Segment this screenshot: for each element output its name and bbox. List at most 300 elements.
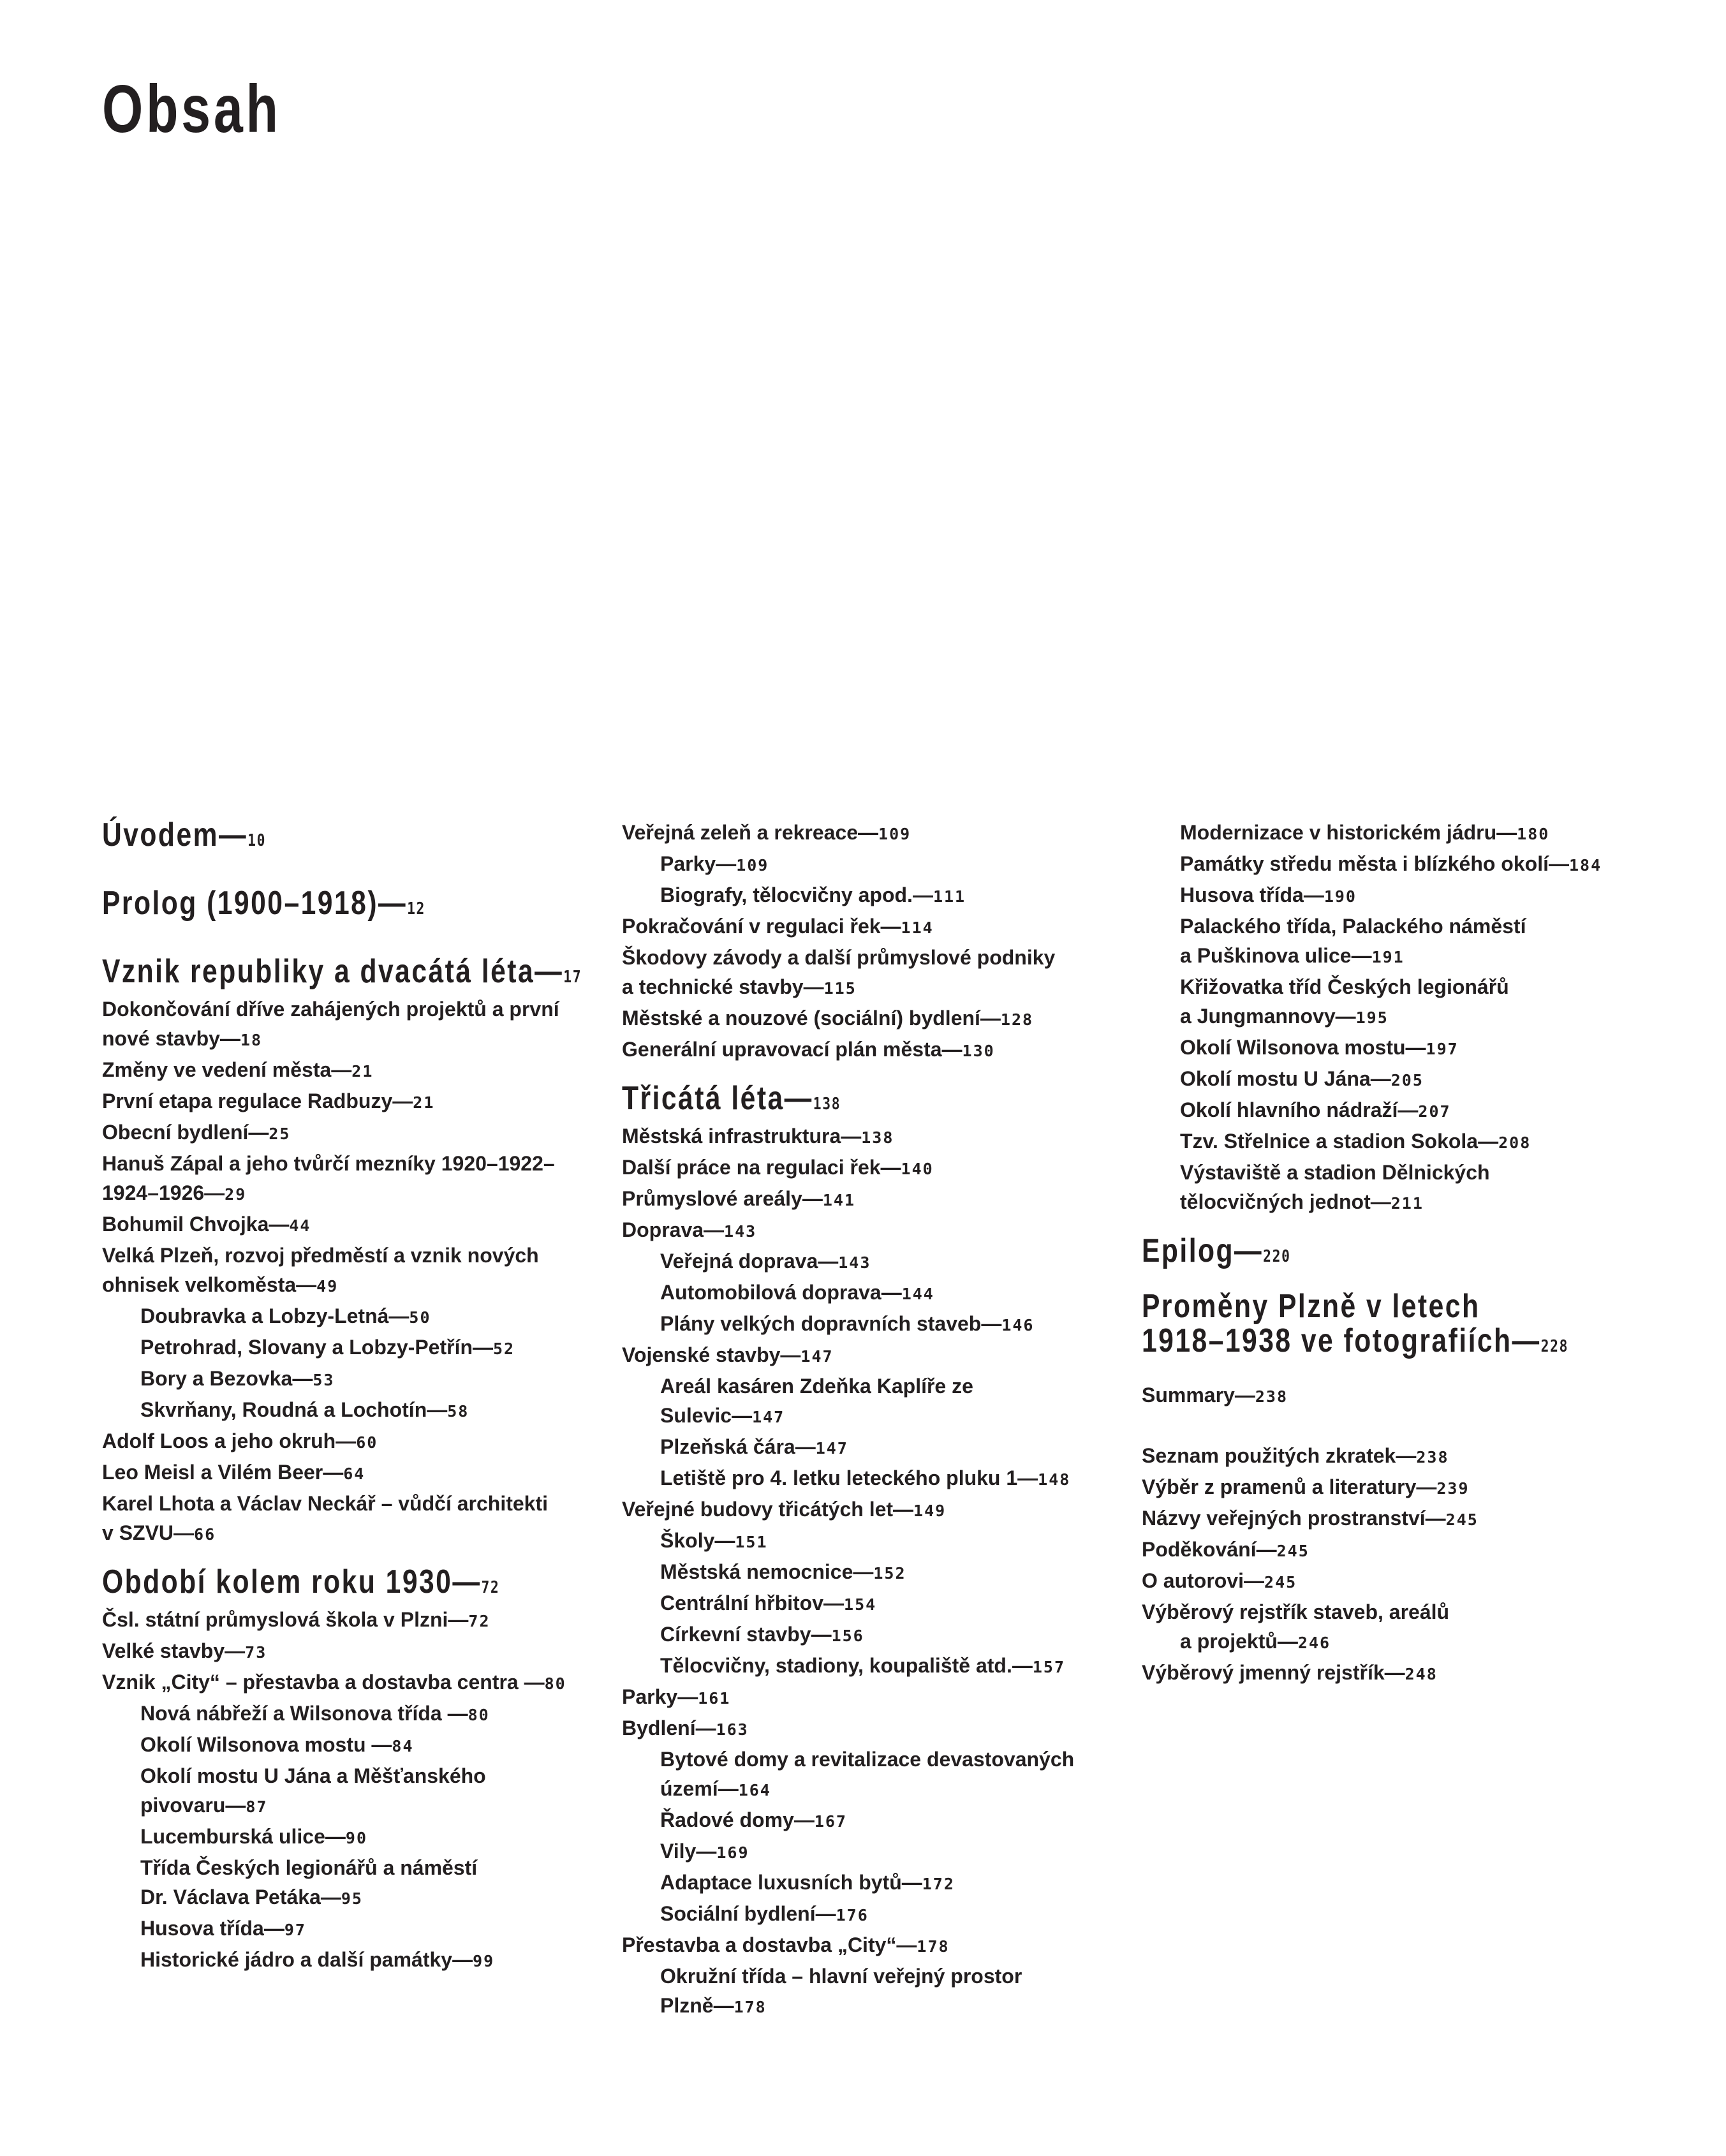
- toc-entry-title: Veřejná zeleň a rekreace: [622, 821, 859, 844]
- toc-entry: [1142, 1566, 1678, 1597]
- toc-entry-title: Okolí mostu U Jána a Měšťanského: [140, 1764, 486, 1787]
- toc-entry: [622, 1868, 1145, 1899]
- toc-page-number: 73: [245, 1643, 267, 1662]
- toc-entry-dash: —: [912, 883, 933, 906]
- toc-entry-title: Dokončování dříve zahájených projektů a první: [102, 998, 559, 1021]
- toc-entry-title: Automobilová doprava: [660, 1281, 881, 1304]
- toc-entry-title: Palackého třída, Palackého náměstí: [1180, 915, 1526, 938]
- toc-page-number: 109: [736, 856, 769, 875]
- toc-entry-title: Summary: [1142, 1384, 1235, 1407]
- toc-entry-dash: —: [1405, 1036, 1426, 1059]
- toc-entry: [102, 1636, 587, 1667]
- toc-page-number: 172: [922, 1875, 955, 1893]
- toc-page-number: 169: [716, 1843, 749, 1862]
- toc-entry: [102, 1270, 587, 1301]
- toc-entry: [622, 1526, 1145, 1557]
- toc-entry: [1142, 1187, 1678, 1218]
- toc-entry: [622, 1495, 1145, 1526]
- toc-entry: [1142, 1441, 1678, 1472]
- toc-entry: [622, 1713, 1145, 1745]
- toc-entry-title: Seznam použitých zkratek: [1142, 1444, 1396, 1467]
- toc-entry-dash: —: [784, 1080, 813, 1117]
- toc-entry-title: Vily: [660, 1840, 697, 1863]
- toc-entry-dash: —: [427, 1398, 448, 1421]
- toc-page-number: 238: [1416, 1448, 1449, 1466]
- toc-entry-dash: —: [811, 1623, 832, 1646]
- toc-page-number: 161: [698, 1689, 731, 1708]
- toc-page-number: 17: [563, 968, 582, 987]
- toc-entry-dash: —: [880, 915, 901, 938]
- toc-entry-dash: —: [1370, 1190, 1391, 1213]
- toc-page-number: 147: [752, 1408, 785, 1426]
- toc-entry: [1142, 1001, 1678, 1033]
- toc-entry-title: Řadové domy: [660, 1808, 794, 1831]
- toc-entry-dash: —: [452, 1948, 473, 1971]
- toc-entry-title: Epilog: [1142, 1232, 1235, 1269]
- toc-entry-title: Husova třída: [1180, 883, 1304, 906]
- toc-entry-dash: —: [269, 1213, 290, 1236]
- toc-entry: [102, 1118, 587, 1149]
- toc-entry-title: Názvy veřejných prostranství: [1142, 1507, 1426, 1530]
- toc-entry-title: První etapa regulace Radbuzy: [102, 1089, 393, 1112]
- toc-entry: [622, 1432, 1145, 1463]
- toc-page-number: 245: [1264, 1573, 1297, 1591]
- toc-entry-title: Modernizace v historickém jádru: [1180, 821, 1497, 844]
- toc-entry-dash: —: [388, 1304, 409, 1327]
- toc-page-number: 146: [1001, 1316, 1035, 1334]
- toc-page-number: 87: [246, 1798, 268, 1816]
- toc-entry-title: Areál kasáren Zdeňka Kaplíře ze: [660, 1375, 973, 1398]
- toc-page-number: 211: [1390, 1194, 1424, 1213]
- toc-page-number: 148: [1038, 1470, 1071, 1489]
- toc-entry: [1142, 1503, 1678, 1535]
- toc-entry-dash: —: [473, 1336, 493, 1359]
- toc-entry-title: Městská infrastruktura: [622, 1125, 841, 1148]
- toc-entry-title: Památky středu města i blízkého okolí: [1180, 852, 1549, 875]
- toc-section-heading: [622, 1081, 1051, 1121]
- toc-entry-title: Parky: [622, 1685, 678, 1708]
- toc-entry-dash: —: [880, 1156, 901, 1179]
- toc-entry: [1142, 1535, 1678, 1566]
- toc-entry-dash: —: [853, 1560, 874, 1583]
- toc-entry: [622, 1340, 1145, 1371]
- toc-entry-dash: —: [336, 1429, 357, 1452]
- toc-page-number: 84: [392, 1737, 414, 1755]
- toc-entry-title: Plány velkých dopravních staveb: [660, 1312, 982, 1335]
- toc-entry: [1142, 1033, 1678, 1064]
- toc-entry: [102, 1149, 587, 1178]
- toc-entry-title: Bytové domy a revitalizace devastovaných: [660, 1748, 1075, 1771]
- toc-entry-title: Výběr z pramenů a literatury: [1142, 1475, 1417, 1498]
- toc-page-number: 228: [1540, 1337, 1569, 1356]
- toc-entry-title: Třicátá léta: [622, 1080, 785, 1117]
- toc-entry-title: Sulevic: [660, 1404, 732, 1427]
- toc-entry-dash: —: [1012, 1654, 1033, 1677]
- toc-page-number: 154: [844, 1595, 877, 1614]
- toc-entry-title: Veřejné budovy třicátých let: [622, 1498, 894, 1521]
- toc-entry: [102, 1730, 587, 1761]
- toc-entry-title: Škodovy závody a další průmyslové podniky: [622, 946, 1056, 969]
- toc-page-number: 58: [447, 1402, 469, 1421]
- toc-entry-title: a Jungmannovy: [1180, 1005, 1336, 1028]
- toc-entry-dash: —: [452, 1563, 482, 1600]
- toc-entry-title: Městská nemocnice: [660, 1560, 853, 1583]
- toc-entry-title: nové stavby: [102, 1027, 220, 1050]
- toc-entry-title: 1918–1938 ve fotografiích: [1142, 1322, 1512, 1359]
- toc-entry-title: Veřejná doprava: [660, 1250, 818, 1273]
- toc-page-number: 21: [413, 1093, 435, 1112]
- toc-entry: [102, 1055, 587, 1086]
- toc-entry-title: Letiště pro 4. letku leteckého pluku 1: [660, 1466, 1018, 1489]
- toc-entry-title: Církevní stavby: [660, 1623, 811, 1646]
- toc-page-number: 152: [873, 1564, 906, 1583]
- toc-entry: [102, 1209, 587, 1241]
- toc-entry-dash: —: [1234, 1232, 1264, 1269]
- toc-entry-dash: —: [1512, 1322, 1541, 1359]
- toc-entry-title: Čsl. státní průmyslová škola v Plzni: [102, 1608, 448, 1631]
- toc-entry-dash: —: [225, 1794, 246, 1817]
- toc-entry: [622, 1745, 1145, 1774]
- toc-page-number: 138: [861, 1128, 894, 1147]
- toc-entry-dash: —: [1425, 1507, 1446, 1530]
- toc-entry-dash: —: [896, 1933, 917, 1956]
- toc-entry-title: Sociální bydlení: [660, 1902, 816, 1925]
- toc-page-number: 190: [1324, 887, 1357, 906]
- toc-entry-title: Leo Meisl a Vilém Beer: [102, 1461, 323, 1484]
- toc-entry-dash: —: [802, 1187, 823, 1210]
- toc-entry: [102, 1395, 587, 1426]
- toc-entry-dash: —: [1398, 1098, 1419, 1121]
- toc-entry-title: Plzeňská čára: [660, 1435, 795, 1458]
- toc-entry-dash: —: [815, 1902, 836, 1925]
- toc-entry-title: Dr. Václava Petáka: [140, 1886, 321, 1909]
- toc-entry-title: Lucemburská ulice: [140, 1825, 325, 1848]
- toc-page-number: 99: [473, 1952, 495, 1970]
- toc-entry: [622, 912, 1145, 943]
- toc-entry-title: Husova třída: [140, 1917, 264, 1940]
- toc-entry-dash: —: [981, 1312, 1002, 1335]
- toc-entry-title: Vojenské stavby: [622, 1343, 781, 1366]
- toc-entry-title: ohnisek velkoměsta: [102, 1273, 297, 1296]
- toc-entry-title: Obecní bydlení: [102, 1121, 249, 1144]
- toc-entry: [102, 1667, 587, 1699]
- toc-section-heading: [102, 886, 499, 926]
- toc-entry: [622, 1991, 1145, 2022]
- toc-entry-title: a Puškinova ulice: [1180, 944, 1352, 967]
- toc-entry: [102, 1426, 587, 1458]
- toc-entry-dash: —: [893, 1498, 914, 1521]
- toc-entry: [622, 1278, 1145, 1309]
- toc-page-number: 140: [901, 1160, 934, 1178]
- toc-entry-title: Bory a Bezovka: [140, 1367, 293, 1390]
- toc-entry-title: Okružní třída – hlavní veřejný prostor: [660, 1965, 1022, 1988]
- toc-section-heading: [102, 953, 582, 994]
- toc-entry: [622, 1309, 1145, 1340]
- toc-entry: [102, 1853, 587, 1882]
- toc-entry-title: Adaptace luxusních bytů: [660, 1871, 902, 1894]
- toc-entry-dash: —: [219, 1027, 240, 1050]
- toc-entry-dash: —: [320, 1886, 341, 1909]
- toc-entry: [102, 1822, 587, 1853]
- toc-page-number: 115: [823, 979, 857, 998]
- toc-page-number: 90: [345, 1829, 367, 1847]
- toc-entry: [102, 1241, 587, 1270]
- toc-entry-title: Centrální hřbitov: [660, 1591, 824, 1614]
- toc-entry: [622, 1401, 1145, 1432]
- toc-entry-title: Okolí hlavního nádraží: [1180, 1098, 1398, 1121]
- toc-entry-title: Křižovatka tříd Českých legionářů: [1180, 975, 1509, 998]
- toc-entry: [622, 972, 1145, 1003]
- toc-page-number: 205: [1390, 1071, 1424, 1089]
- toc-entry: [622, 1121, 1145, 1153]
- toc-entry-dash: —: [718, 1777, 739, 1800]
- toc-entry-dash: —: [1256, 1538, 1277, 1561]
- toc-entry-dash: —: [263, 1917, 284, 1940]
- toc-entry-dash: —: [1234, 1384, 1255, 1407]
- toc-entry-dash: —: [704, 1218, 725, 1241]
- toc-page-number: 128: [1000, 1010, 1034, 1029]
- toc-entry-dash: —: [1351, 944, 1372, 967]
- toc-entry: [1142, 818, 1678, 849]
- toc-entry-dash: —: [218, 816, 248, 853]
- toc-page-number: 246: [1297, 1634, 1331, 1652]
- toc-entry: [1142, 1627, 1678, 1658]
- toc-entry-dash: —: [535, 953, 564, 990]
- toc-entry-dash: —: [677, 1685, 698, 1708]
- toc-entry: [622, 1836, 1145, 1868]
- toc-entry: [622, 849, 1145, 880]
- toc-entry-dash: —: [448, 1608, 469, 1631]
- toc-entry: [622, 1003, 1145, 1035]
- toc-entry-title: území: [660, 1777, 718, 1800]
- toc-entry-title: Historické jádro a další památky: [140, 1948, 453, 1971]
- toc-entry: [102, 994, 587, 1024]
- toc-entry-title: Doprava: [622, 1218, 704, 1241]
- toc-column-2: [622, 818, 1145, 2022]
- toc-entry: [102, 1518, 587, 1549]
- toc-entry-title: Nová nábřeží a Wilsonova třída: [140, 1702, 448, 1725]
- toc-page-number: 208: [1498, 1133, 1531, 1152]
- toc-page-number: 178: [917, 1937, 950, 1956]
- toc-entry: [102, 1605, 587, 1636]
- toc-entry-dash: —: [695, 1717, 716, 1739]
- toc-page-number: 66: [194, 1525, 216, 1544]
- toc-entry: [622, 1153, 1145, 1184]
- toc-entry: [102, 1489, 587, 1518]
- toc-page-number: 176: [836, 1906, 869, 1924]
- toc-entry: [622, 1371, 1145, 1401]
- toc-entry: [622, 1215, 1145, 1246]
- toc-entry-dash: —: [823, 1591, 845, 1614]
- toc-entry: [622, 943, 1145, 972]
- toc-entry: [102, 1301, 587, 1333]
- toc-entry-title: Proměny Plzně v letech: [1142, 1288, 1480, 1325]
- toc-entry-title: Výběrový jmenný rejstřík: [1142, 1661, 1385, 1684]
- toc-entry-dash: —: [714, 1529, 735, 1552]
- toc-entry: [1142, 1597, 1678, 1627]
- toc-page-number: 29: [225, 1185, 247, 1204]
- toc-entry-dash: —: [793, 1808, 815, 1831]
- toc-entry-dash: —: [881, 1281, 902, 1304]
- toc-entry-title: Karel Lhota a Václav Neckář – vůdčí architekti: [102, 1492, 548, 1515]
- toc-entry-dash: —: [378, 885, 408, 922]
- toc-page-number: 141: [822, 1191, 855, 1209]
- toc-entry-dash: —: [225, 1639, 246, 1662]
- toc-entry: [1142, 941, 1678, 972]
- toc-section-heading: [102, 818, 499, 858]
- toc-page-number: 10: [247, 831, 267, 850]
- toc-entry-dash: —: [447, 1702, 468, 1725]
- toc-entry-title: Městské a nouzové (sociální) bydlení: [622, 1007, 980, 1030]
- toc-section-heading: [1142, 1289, 1581, 1324]
- toc-entry: [622, 1805, 1145, 1836]
- toc-entry-dash: —: [780, 1343, 801, 1366]
- toc-entry-title: Hanuš Zápal a jeho tvůrčí mezníky 1920–1922–: [102, 1152, 555, 1175]
- toc-page-number: 191: [1371, 948, 1405, 966]
- toc-page-number: 80: [544, 1674, 566, 1693]
- toc-column-1: [102, 818, 587, 1976]
- toc-entry: [102, 1086, 587, 1118]
- toc-page-number: 248: [1405, 1665, 1438, 1683]
- toc-page-number: 207: [1418, 1102, 1451, 1121]
- toc-page-number: 144: [901, 1285, 934, 1303]
- toc-page-number: 72: [481, 1578, 500, 1597]
- toc-entry-title: Okolí mostu U Jána: [1180, 1067, 1371, 1090]
- toc-entry: [102, 1791, 587, 1822]
- toc-entry-title: 1924–1926: [102, 1181, 205, 1204]
- toc-entry-dash: —: [392, 1089, 413, 1112]
- toc-entry: [622, 1961, 1145, 1991]
- toc-entry-title: Prolog (1900–1918): [102, 885, 378, 922]
- toc-entry-dash: —: [1017, 1466, 1038, 1489]
- toc-entry: [1142, 1095, 1678, 1126]
- toc-entry: [102, 1914, 587, 1945]
- toc-entry: [622, 1682, 1145, 1713]
- toc-entry-dash: —: [713, 1994, 734, 2017]
- toc-page-number: 147: [800, 1347, 834, 1366]
- toc-entry-dash: —: [248, 1121, 269, 1144]
- toc-page-number: 184: [1568, 856, 1602, 875]
- toc-column-3: [1142, 818, 1678, 1689]
- toc-entry: [622, 1246, 1145, 1278]
- toc-entry-title: Generální upravovací plán města: [622, 1038, 942, 1061]
- toc-entry: [102, 1699, 587, 1730]
- toc-entry-title: Výběrový rejstřík staveb, areálů: [1142, 1600, 1450, 1623]
- toc-page-number: 178: [734, 1998, 767, 2016]
- toc-entry: [622, 1899, 1145, 1930]
- toc-page-number: 50: [409, 1308, 431, 1327]
- toc-entry: [622, 1620, 1145, 1651]
- toc-entry-dash: —: [524, 1671, 545, 1694]
- toc-entry-title: Bydlení: [622, 1717, 696, 1739]
- toc-entry: [102, 1024, 587, 1055]
- toc-page-number: 164: [738, 1781, 771, 1799]
- toc-page-number: 167: [814, 1812, 847, 1831]
- toc-entry-dash: —: [204, 1181, 225, 1204]
- toc-entry: [622, 818, 1145, 849]
- toc-entry-dash: —: [1370, 1067, 1391, 1090]
- toc-entry: [1142, 1064, 1678, 1095]
- toc-entry-dash: —: [980, 1007, 1001, 1030]
- toc-entry-title: v SZVU: [102, 1521, 174, 1544]
- toc-entry-dash: —: [325, 1825, 346, 1848]
- toc-entry-title: Doubravka a Lobzy-Letná: [140, 1304, 389, 1327]
- toc-entry: [102, 1945, 587, 1976]
- toc-entry-dash: —: [331, 1058, 352, 1081]
- toc-entry-title: Průmyslové areály: [622, 1187, 802, 1210]
- toc-entry: [622, 1557, 1145, 1588]
- toc-page-number: 180: [1517, 825, 1550, 843]
- toc-entry-title: Školy: [660, 1529, 715, 1552]
- toc-page-number: 12: [407, 899, 426, 919]
- toc-page-number: 72: [468, 1612, 491, 1630]
- toc-page-number: 97: [284, 1921, 306, 1939]
- toc-entry-dash: —: [818, 1250, 839, 1273]
- toc-entry-title: a technické stavby: [622, 975, 804, 998]
- toc-entry-title: Adolf Loos a jeho okruh: [102, 1429, 336, 1452]
- toc-page-number: 245: [1276, 1542, 1309, 1560]
- toc-page-number: 111: [933, 887, 966, 906]
- toc-page-number: 149: [913, 1502, 947, 1520]
- toc-entry-dash: —: [1396, 1444, 1417, 1467]
- toc-entry: [1142, 1380, 1678, 1412]
- toc-entry-title: Okolí Wilsonova mostu: [1180, 1036, 1406, 1059]
- toc-entry-title: Velká Plzeň, rozvoj předměstí a vznik nových: [102, 1244, 539, 1267]
- toc-entry-title: Skvrňany, Roudná a Lochotín: [140, 1398, 427, 1421]
- toc-entry-title: Období kolem roku 1930: [102, 1563, 453, 1600]
- toc-entry-title: Další práce na regulaci řek: [622, 1156, 881, 1179]
- toc-entry-dash: —: [1548, 852, 1569, 875]
- toc-entry-dash: —: [941, 1038, 963, 1061]
- toc-entry-dash: —: [716, 852, 737, 875]
- toc-entry-title: Úvodem: [102, 816, 219, 853]
- toc-page-number: 52: [493, 1340, 515, 1358]
- toc-page-number: 53: [313, 1371, 335, 1389]
- toc-entry-dash: —: [1496, 821, 1517, 844]
- toc-entry-title: Třída Českých legionářů a náměstí: [140, 1856, 478, 1879]
- toc-entry-dash: —: [323, 1461, 344, 1484]
- toc-entry-title: Pokračování v regulaci řek: [622, 915, 881, 938]
- toc-entry-dash: —: [1416, 1475, 1437, 1498]
- toc-entry-title: Vznik republiky a dvacátá léta: [102, 953, 535, 990]
- toc-entry: [622, 1463, 1145, 1495]
- toc-entry: [102, 1364, 587, 1395]
- toc-entry: [622, 1035, 1145, 1066]
- toc-entry: [1142, 1126, 1678, 1158]
- toc-entry-title: Parky: [660, 852, 716, 875]
- toc-entry-dash: —: [803, 975, 824, 998]
- toc-section-heading: [102, 1565, 499, 1605]
- toc-entry-dash: —: [173, 1521, 195, 1544]
- toc-page-number: 80: [468, 1706, 490, 1724]
- toc-entry-title: Změny ve vedení města: [102, 1058, 332, 1081]
- toc-page-number: 25: [269, 1125, 291, 1143]
- page-title: Obsah: [102, 71, 281, 147]
- toc-page-number: 157: [1032, 1658, 1065, 1676]
- toc-page-number: 95: [341, 1889, 363, 1908]
- toc-page-number: 220: [1263, 1247, 1291, 1266]
- toc-entry: [1142, 880, 1678, 912]
- toc-entry: [1142, 849, 1678, 880]
- toc-page-number: 60: [356, 1433, 378, 1452]
- toc-entry-dash: —: [696, 1840, 717, 1863]
- toc-section-heading: [1142, 1324, 1581, 1364]
- toc-page-number: 239: [1436, 1479, 1470, 1498]
- toc-entry-dash: —: [292, 1367, 313, 1390]
- toc-entry: [102, 1458, 587, 1489]
- toc-entry-dash: —: [732, 1404, 753, 1427]
- toc-page-number: 138: [813, 1095, 841, 1114]
